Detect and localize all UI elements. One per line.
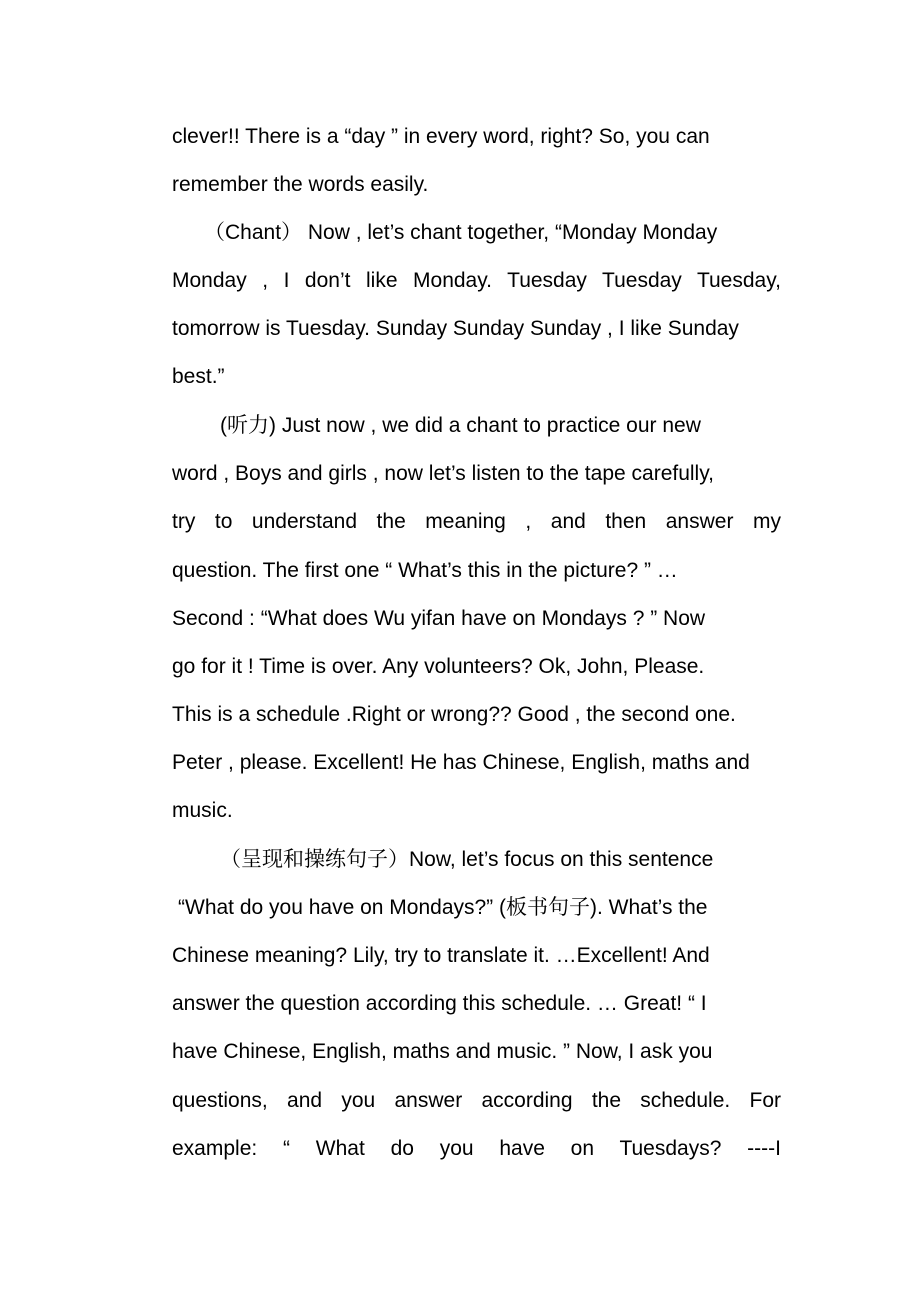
- text-line-14: Peter , please. Excellent! He has Chinese, English, maths and: [172, 751, 750, 774]
- text-line-8: word , Boys and girls , now let’s listen to the tape carefully,: [172, 462, 714, 485]
- text-line-6: best.”: [172, 365, 225, 388]
- text-line-13: This is a schedule .Right or wrong?? Good , the second one.: [172, 703, 736, 726]
- text-line-4: Monday , I don’t like Monday. Tuesday Tuesday Tuesday,: [172, 269, 781, 292]
- text-line-15: music.: [172, 799, 233, 822]
- text-line-12: go for it ! Time is over. Any volunteers? Ok, John, Please.: [172, 655, 705, 678]
- text-line-20: have Chinese, English, maths and music. ” Now, I ask you: [172, 1040, 713, 1063]
- text-line-7: (听力) Just now , we did a chant to practice our new: [220, 414, 701, 437]
- text-line-16: （呈现和操练句子）Now, let’s focus on this sentence: [220, 848, 714, 871]
- text-line-21: questions, and you answer according the schedule. For: [172, 1089, 781, 1112]
- text-line-19: answer the question according this schedule. … Great! “ I: [172, 992, 707, 1015]
- text-line-11: Second : “What does Wu yifan have on Mondays ? ” Now: [172, 607, 706, 630]
- text-line-5: tomorrow is Tuesday. Sunday Sunday Sunday , I like Sunday: [172, 317, 739, 340]
- text-line-17: “What do you have on Mondays?” (板书句子). What’s the: [178, 896, 708, 919]
- text-line-18: Chinese meaning? Lily, try to translate it. …Excellent! And: [172, 944, 710, 967]
- text-line-9: try to understand the meaning , and then answer my: [172, 510, 781, 533]
- text-line-10: question. The first one “ What’s this in the picture? ” …: [172, 559, 678, 582]
- text-line-2: remember the words easily.: [172, 173, 429, 196]
- text-line-3: （Chant） Now , let’s chant together, “Monday Monday: [204, 221, 718, 244]
- text-line-1: clever!! There is a “day ” in every word, right? So, you can: [172, 125, 710, 148]
- text-line-22: example: “ What do you have on Tuesdays? ----I: [172, 1137, 781, 1160]
